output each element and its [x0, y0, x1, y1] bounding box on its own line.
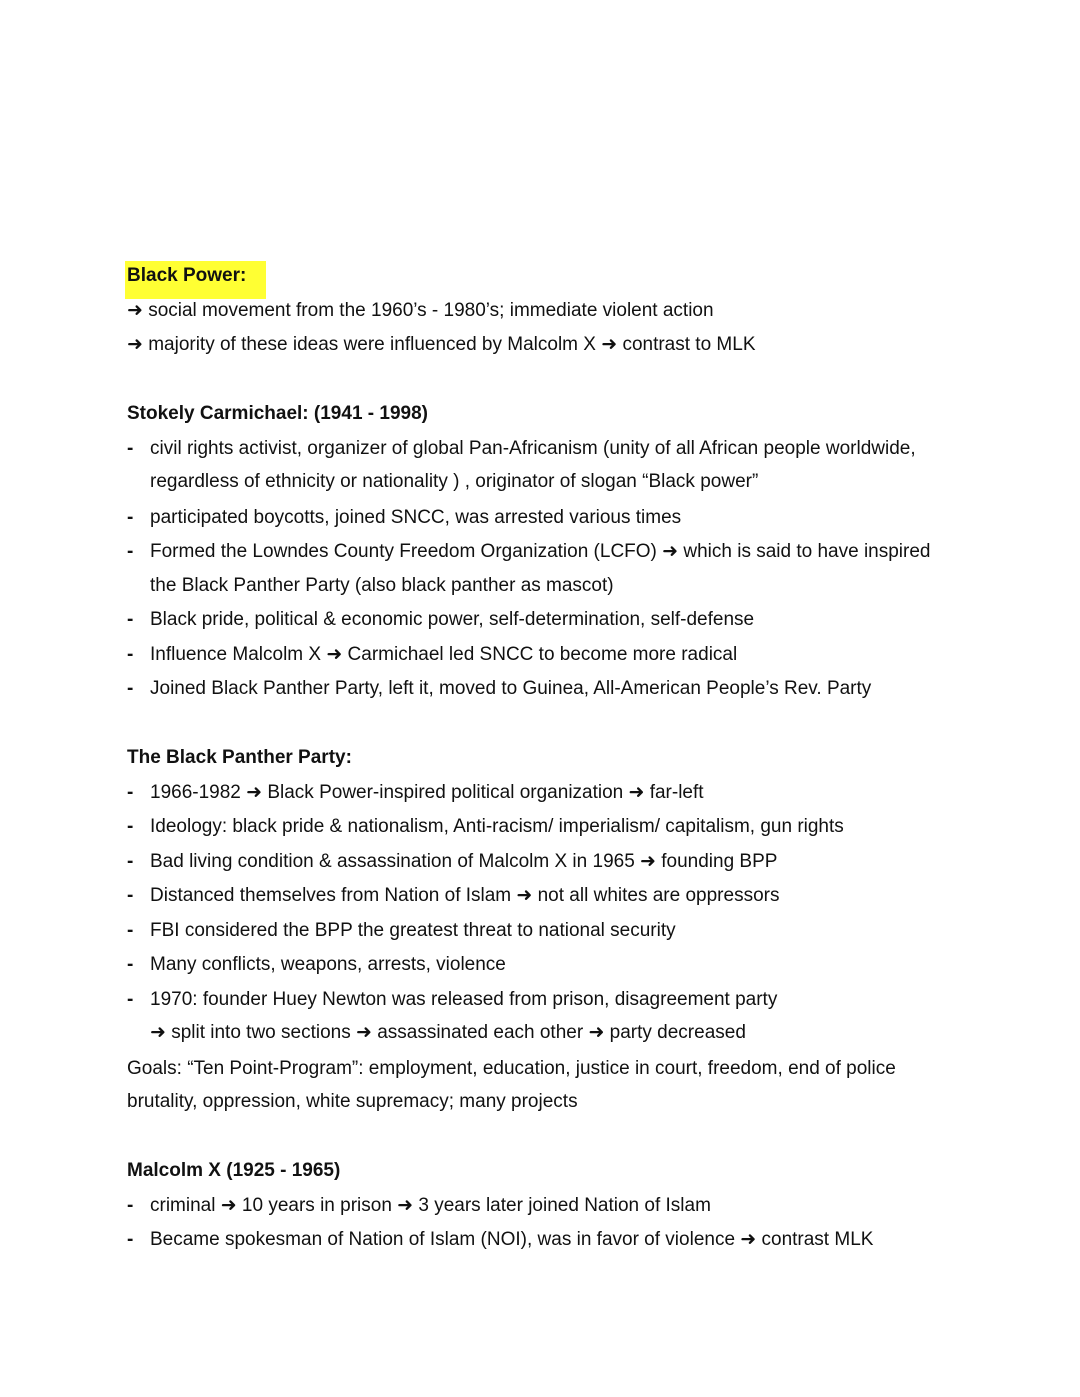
black-power-line-2: ➜ majority of these ideas were influenced by Malcolm X ➜ contrast to MLK: [127, 334, 756, 355]
carmichael-line-4: Black pride, political & economic power, self-determination, self-defense: [150, 609, 755, 630]
carmichael-line-6: Joined Black Panther Party, left it, moved to Guinea, All-American People’s Rev. Party: [150, 678, 872, 699]
bullet-dash: -: [127, 1195, 134, 1216]
bullet-dash: -: [127, 989, 134, 1010]
bpp-line-7-cont: ➜ split into two sections ➜ assassinated each other ➜ party decreased: [150, 1022, 746, 1043]
bullet-dash: -: [127, 609, 134, 630]
heading-bpp: The Black Panther Party:: [127, 747, 352, 768]
heading-malcolm-x: Malcolm X (1925 - 1965): [127, 1160, 341, 1181]
carmichael-line-2: participated boycotts, joined SNCC, was arrested various times: [150, 507, 682, 528]
bullet-dash: -: [127, 954, 134, 975]
bpp-line-6: Many conflicts, weapons, arrests, violence: [150, 954, 506, 975]
bpp-goals-line-1: Goals: “Ten Point-Program”: employment, education, justice in court, freedom, end of police: [127, 1058, 896, 1079]
bullet-dash: -: [127, 644, 134, 665]
bullet-dash: -: [127, 541, 134, 562]
malcolm-line-1: criminal ➜ 10 years in prison ➜ 3 years later joined Nation of Islam: [150, 1195, 711, 1216]
heading-carmichael: Stokely Carmichael: (1941 - 1998): [127, 403, 428, 424]
bullet-dash: -: [127, 851, 134, 872]
malcolm-line-2: Became spokesman of Nation of Islam (NOI), was in favor of violence ➜ contrast MLK: [150, 1229, 874, 1250]
bpp-line-3: Bad living condition & assassination of Malcolm X in 1965 ➜ founding BPP: [150, 851, 778, 872]
bpp-line-5: FBI considered the BPP the greatest threat to national security: [150, 920, 676, 941]
carmichael-line-1-cont: regardless of ethnicity or nationality ) , originator of slogan “Black power”: [150, 471, 759, 492]
bullet-dash: -: [127, 1229, 134, 1250]
bpp-line-1: 1966-1982 ➜ Black Power-inspired political organization ➜ far-left: [150, 782, 704, 803]
bullet-dash: -: [127, 678, 134, 699]
bpp-goals-line-2: brutality, oppression, white supremacy; many projects: [127, 1091, 578, 1112]
bpp-line-2: Ideology: black pride & nationalism, Anti-racism/ imperialism/ capitalism, gun rights: [150, 816, 844, 837]
bullet-dash: -: [127, 782, 134, 803]
carmichael-line-1: civil rights activist, organizer of global Pan-Africanism (unity of all African people worldwide,: [150, 438, 916, 459]
carmichael-line-5: Influence Malcolm X ➜ Carmichael led SNCC to become more radical: [150, 644, 738, 665]
bullet-dash: -: [127, 816, 134, 837]
bullet-dash: -: [127, 507, 134, 528]
bpp-line-7: 1970: founder Huey Newton was released from prison, disagreement party: [150, 989, 778, 1010]
bullet-dash: -: [127, 885, 134, 906]
bpp-line-4: Distanced themselves from Nation of Islam ➜ not all whites are oppressors: [150, 885, 780, 906]
carmichael-line-3: Formed the Lowndes County Freedom Organization (LCFO) ➜ which is said to have inspired: [150, 541, 931, 562]
bullet-dash: -: [127, 920, 134, 941]
bullet-dash: -: [127, 438, 134, 459]
black-power-line-1: ➜ social movement from the 1960’s - 1980’s; immediate violent action: [127, 300, 714, 321]
carmichael-line-3-cont: the Black Panther Party (also black panther as mascot): [150, 575, 614, 596]
heading-black-power: Black Power:: [127, 265, 247, 286]
